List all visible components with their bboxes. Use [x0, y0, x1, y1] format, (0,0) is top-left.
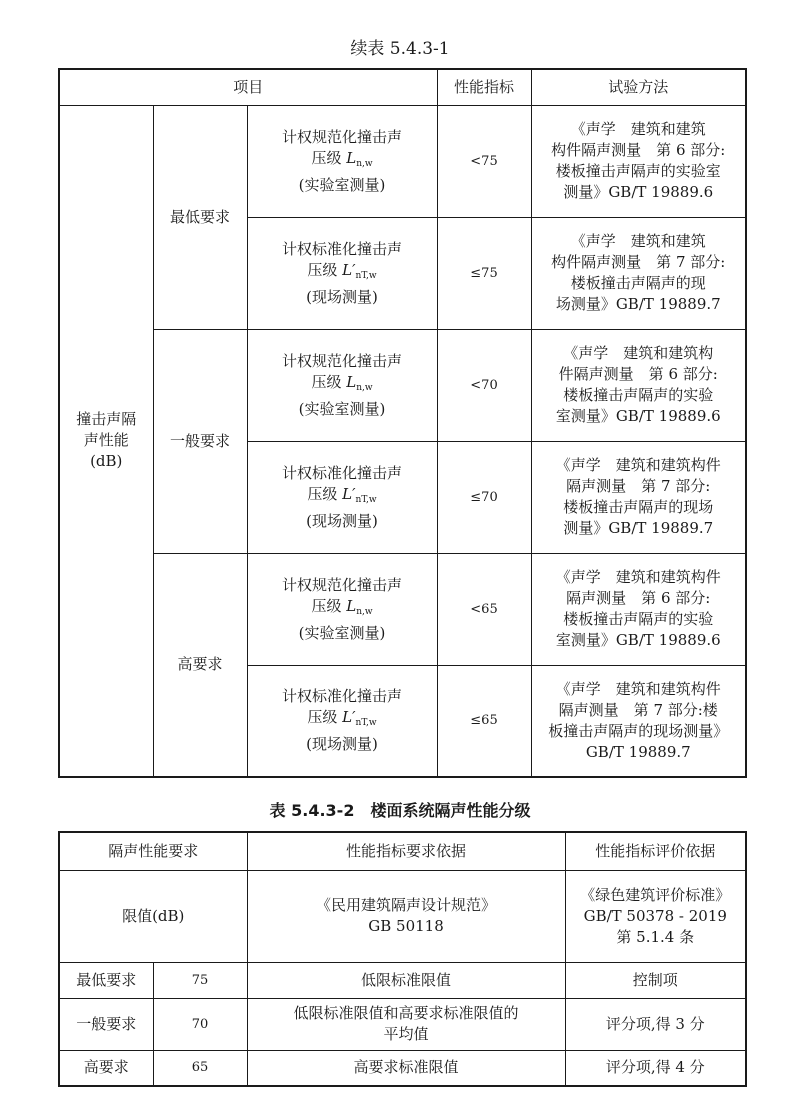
method-line: 隔声测量 第 7 部分:: [566, 477, 711, 495]
basis-line: 低限标准限值: [361, 970, 452, 989]
metric-prefix: 压级: [307, 260, 343, 279]
metric-cell: [247, 217, 437, 329]
metric-subscript: nT,w: [355, 494, 377, 505]
method-line: 楼板撞击声隔声的现场: [563, 498, 714, 516]
indicator-cell: <70: [437, 329, 531, 441]
limit-evaluation: [565, 870, 746, 962]
method-line: 隔声测量 第 6 部分:: [566, 589, 711, 607]
eval-line: GB/T 50378 - 2019: [583, 906, 727, 925]
metric-line: (实验室测量): [298, 175, 386, 194]
table-row: [59, 962, 746, 998]
metric-subscript: nT,w: [355, 718, 377, 729]
metric-line: 计权标准化撞击声: [281, 463, 402, 482]
method-line: 《声学 建筑和建筑构件: [555, 679, 721, 698]
metric-line: 计权标准化撞击声: [281, 687, 402, 706]
method-cell: [531, 665, 746, 777]
metric-prefix: 压级: [307, 708, 343, 727]
basis-line: 低限标准限值和高要求标准限值的: [293, 1004, 519, 1022]
indicator-cell: ≤70: [437, 441, 531, 553]
header-basis: 性能指标要求依据: [247, 832, 565, 870]
category-cell: [59, 105, 153, 777]
metric-symbol: L′: [342, 260, 356, 279]
metric-line: [252, 372, 433, 399]
metric-line: (现场测量): [306, 511, 378, 530]
table-caption: 表 5.4.3-2 楼面系统隔声性能分级: [269, 801, 531, 820]
method-line: 《声学 建筑和建筑: [570, 120, 706, 138]
value-cell: 75: [153, 962, 247, 998]
basis-cell: [247, 998, 565, 1050]
limit-basis: [247, 870, 565, 962]
header-item: 项目: [59, 69, 437, 105]
table-row: [59, 998, 746, 1050]
basis-cell: [247, 962, 565, 998]
metric-prefix: 压级: [307, 484, 343, 503]
eval-line: 《绿色建筑评价标准》: [580, 885, 731, 904]
metric-subscript: n,w: [356, 158, 373, 169]
metric-prefix: 压级: [311, 596, 347, 615]
header-method: 试验方法: [531, 69, 746, 105]
level-cell: 高要求: [153, 553, 247, 777]
basis-line: 高要求标准限值: [353, 1058, 459, 1077]
method-line: 场测量》GB/T 19889.7: [555, 295, 721, 313]
metric-line: (现场测量): [306, 287, 378, 306]
metric-line: 计权规范化撞击声: [281, 127, 402, 146]
category-line: 撞击声隔: [76, 410, 137, 429]
method-line: 测量》GB/T 19889.6: [563, 183, 714, 201]
method-cell: [531, 105, 746, 217]
method-line: 构件隔声测量 第 7 部分:: [551, 253, 726, 271]
basis-line: GB 50118: [368, 917, 444, 935]
method-line: 《声学 建筑和建筑构: [563, 344, 714, 362]
metric-symbol: L: [346, 148, 357, 167]
method-line: 楼板撞击声隔声的实验室: [555, 162, 721, 180]
metric-prefix: 压级: [311, 372, 347, 391]
eval-cell: 评分项,得 3 分: [565, 998, 746, 1050]
metric-subscript: n,w: [356, 382, 373, 393]
method-line: 室测量》GB/T 19889.6: [555, 631, 721, 649]
method-line: 《声学 建筑和建筑构件: [555, 568, 721, 586]
metric-line: [252, 596, 433, 623]
metric-prefix: 压级: [311, 148, 347, 167]
limit-label: 限值(dB): [59, 870, 247, 962]
value-cell: 65: [153, 1050, 247, 1086]
basis-line: 平均值: [383, 1025, 429, 1043]
metric-cell: [247, 105, 437, 217]
floor-sound-grading-table: [58, 831, 747, 1087]
level-cell: 最低要求: [153, 105, 247, 329]
metric-line: 计权标准化撞击声: [281, 239, 402, 258]
indicator-cell: ≤75: [437, 217, 531, 329]
metric-line: [252, 260, 433, 287]
metric-line: [252, 707, 433, 734]
metric-line: (实验室测量): [298, 623, 386, 642]
level-cell: 一般要求: [153, 329, 247, 553]
eval-cell: 控制项: [565, 962, 746, 998]
basis-line: 《民用建筑隔声设计规范》: [316, 896, 497, 914]
impact-sound-table: [58, 68, 747, 778]
method-cell: [531, 553, 746, 665]
method-line: 隔声测量 第 7 部分:楼: [558, 700, 718, 719]
method-line: 《声学 建筑和建筑构件: [555, 456, 721, 474]
metric-subscript: nT,w: [355, 270, 377, 281]
metric-symbol: L′: [342, 708, 356, 727]
indicator-cell: ≤65: [437, 665, 531, 777]
metric-subscript: n,w: [356, 606, 373, 617]
metric-symbol: L′: [342, 484, 356, 503]
metric-symbol: L: [346, 596, 357, 615]
method-line: 件隔声测量 第 6 部分:: [558, 365, 718, 383]
eval-line: 第 5.1.4 条: [616, 927, 695, 946]
category-line: (dB): [90, 452, 123, 471]
header-evaluation: 性能指标评价依据: [565, 832, 746, 870]
level-cell: 最低要求: [59, 962, 153, 998]
method-line: 《声学 建筑和建筑: [570, 232, 706, 250]
method-line: 构件隔声测量 第 6 部分:: [551, 141, 726, 159]
table-continued-caption: 续表 5.4.3-1: [350, 39, 450, 59]
method-cell: [531, 329, 746, 441]
method-line: 楼板撞击声隔声的实验: [563, 610, 714, 628]
method-cell: [531, 217, 746, 329]
metric-line: [252, 484, 433, 511]
metric-line: (实验室测量): [298, 399, 386, 418]
table-row: [59, 1050, 746, 1086]
level-cell: 高要求: [59, 1050, 153, 1086]
metric-cell: [247, 441, 437, 553]
method-line: 测量》GB/T 19889.7: [563, 519, 714, 537]
metric-symbol: L: [346, 372, 357, 391]
metric-cell: [247, 553, 437, 665]
category-line: 声性能: [83, 431, 129, 450]
metric-line: (现场测量): [306, 735, 378, 754]
metric-line: 计权规范化撞击声: [281, 575, 402, 594]
method-cell: [531, 441, 746, 553]
indicator-cell: <65: [437, 553, 531, 665]
level-cell: 一般要求: [59, 998, 153, 1050]
value-cell: 70: [153, 998, 247, 1050]
method-line: 楼板撞击声隔声的实验: [563, 386, 714, 404]
metric-line: [252, 148, 433, 175]
metric-cell: [247, 329, 437, 441]
indicator-cell: <75: [437, 105, 531, 217]
header-requirement: 隔声性能要求: [59, 832, 247, 870]
method-line: 室测量》GB/T 19889.6: [555, 407, 721, 425]
metric-line: 计权规范化撞击声: [281, 351, 402, 370]
method-line: 板撞击声隔声的现场测量》: [548, 721, 729, 740]
header-indicator: 性能指标: [437, 69, 531, 105]
method-line: 楼板撞击声隔声的现: [570, 274, 706, 292]
metric-cell: [247, 665, 437, 777]
eval-cell: 评分项,得 4 分: [565, 1050, 746, 1086]
basis-cell: [247, 1050, 565, 1086]
method-line: GB/T 19889.7: [585, 742, 691, 761]
